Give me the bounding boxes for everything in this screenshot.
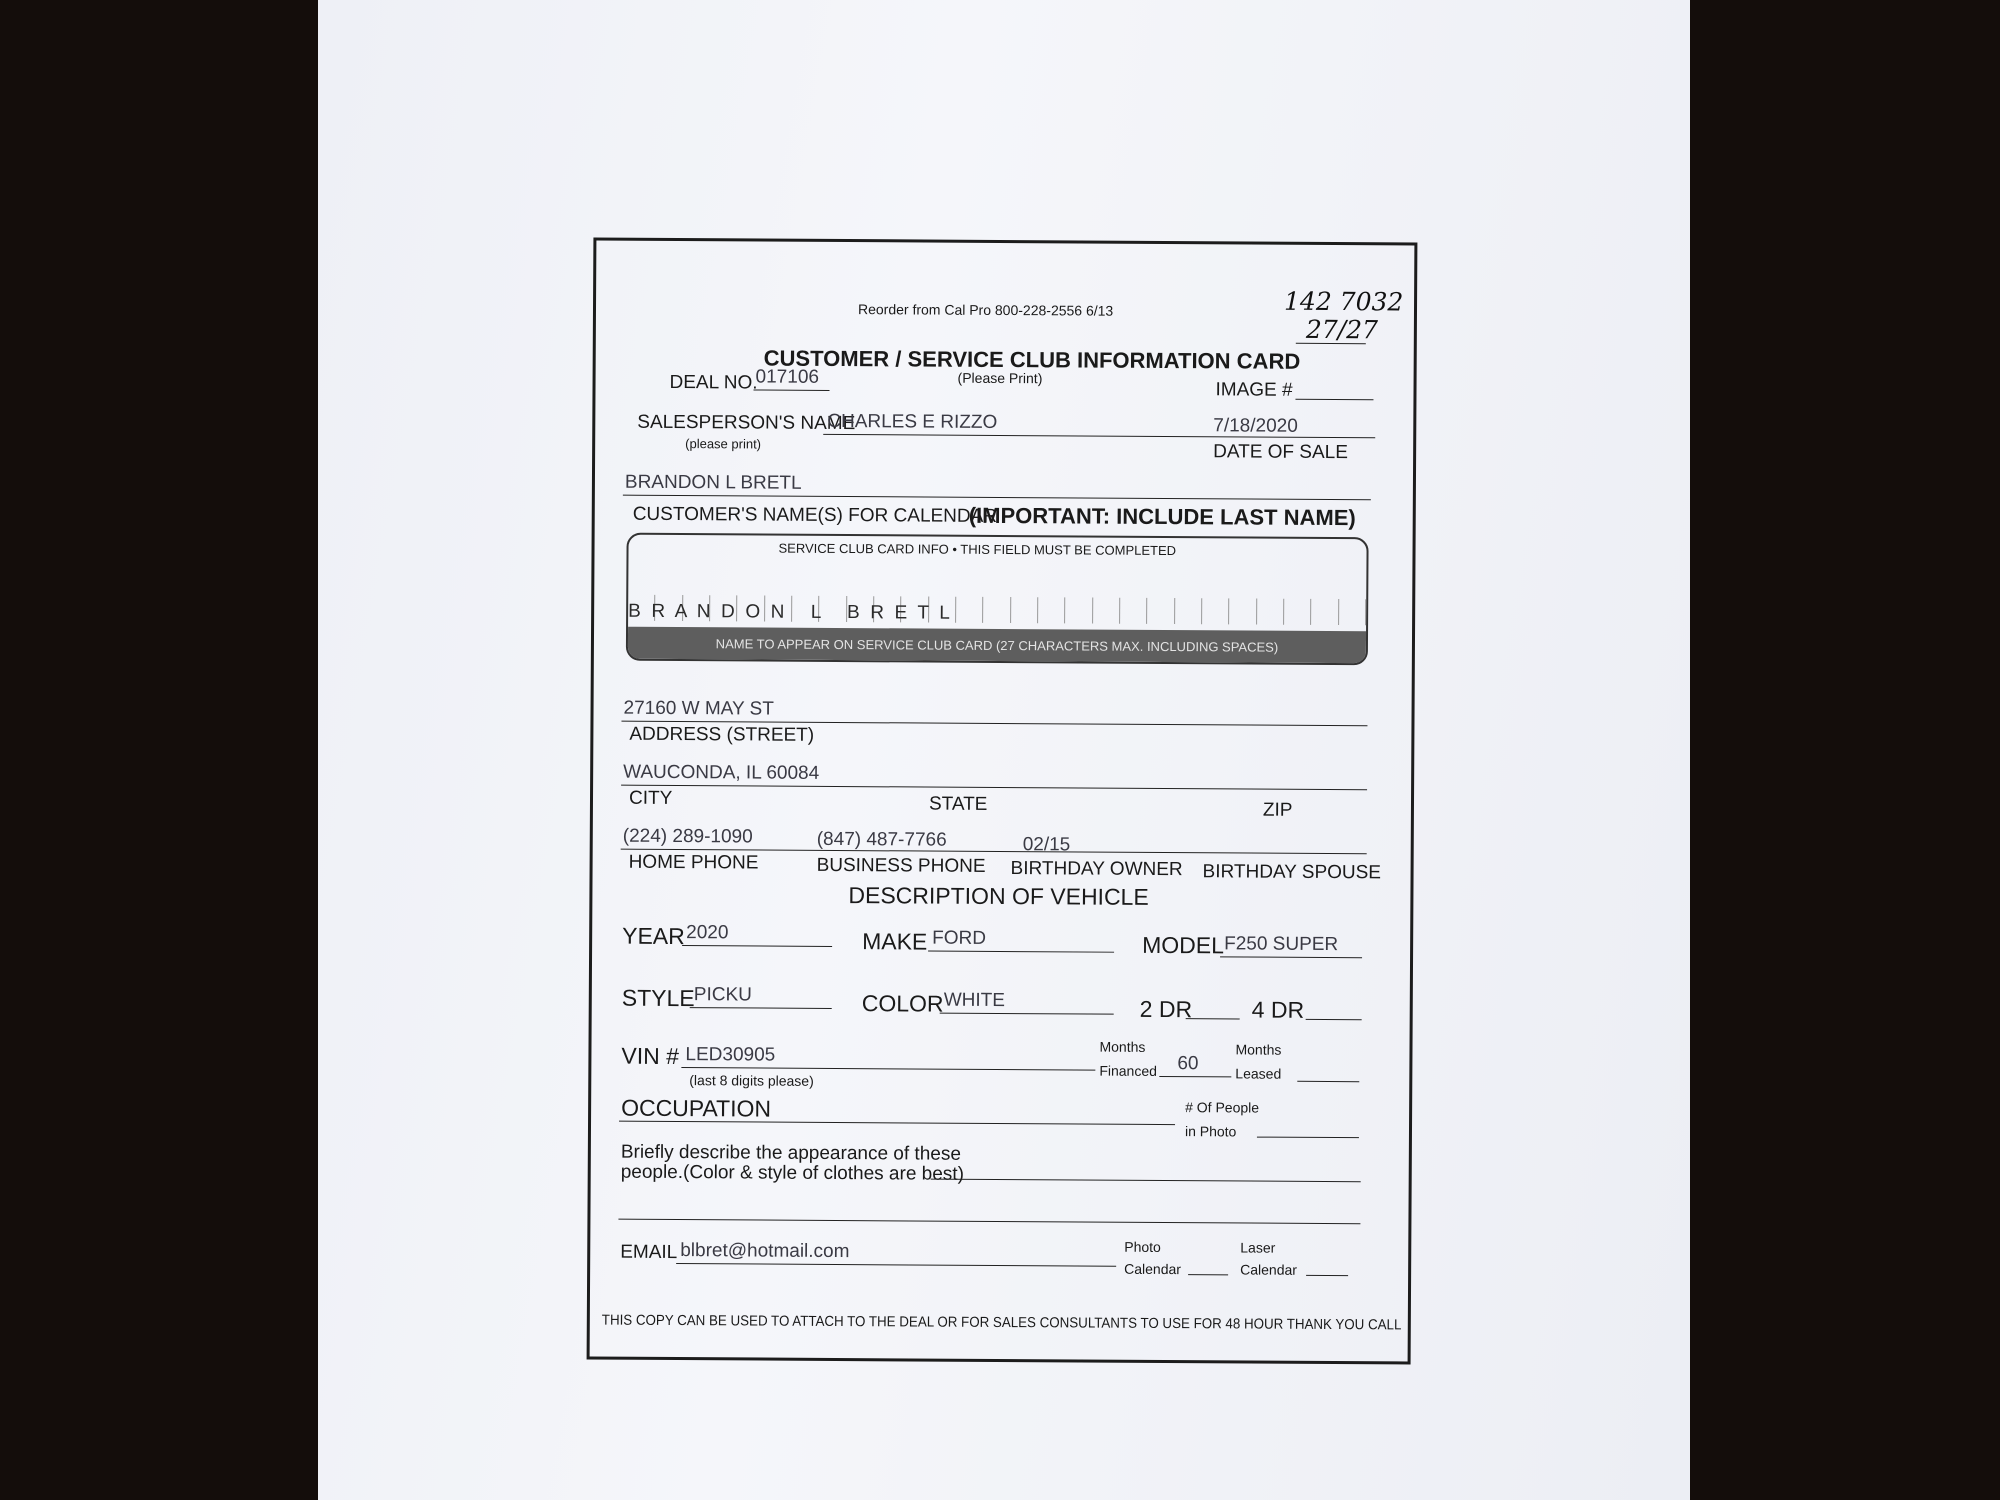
vin-value: LED30905 xyxy=(685,1044,776,1066)
photo-calendar-label: Calendar xyxy=(1124,1260,1182,1278)
state-label: STATE xyxy=(928,793,988,815)
color-value: WHITE xyxy=(943,989,1006,1012)
customer-name-line xyxy=(623,495,1371,501)
model-label: MODEL xyxy=(1142,931,1224,959)
months-financed-label-top: Months xyxy=(1099,1038,1146,1055)
date-of-sale-label: DATE OF SALE xyxy=(1213,441,1348,464)
style-value: PICKU xyxy=(693,984,752,1006)
describe-line xyxy=(931,1179,1361,1183)
year-line xyxy=(682,945,832,947)
information-card xyxy=(587,237,1418,1364)
model-value: F250 SUPER xyxy=(1224,933,1339,956)
service-club-footer-text: NAME TO APPEAR ON SERVICE CLUB CARD (27 CHARACTERS MAX. INCLUDING SPACES) xyxy=(715,635,1279,655)
image-no-label: IMAGE # xyxy=(1215,379,1293,401)
customer-name-label: CUSTOMER'S NAME(S) FOR CALENDAR xyxy=(632,503,998,527)
laser-calendar-label-top: Laser xyxy=(1240,1239,1276,1256)
make-line xyxy=(928,951,1114,953)
color-label: COLOR xyxy=(861,990,944,1017)
make-value: FORD xyxy=(932,927,987,949)
deal-no-line xyxy=(754,389,830,390)
business-phone-label: BUSINESS PHONE xyxy=(816,854,986,877)
deal-no-label: DEAL NO. xyxy=(669,371,758,394)
address-label: ADDRESS (STREET) xyxy=(629,723,815,746)
important-note: (IMPORTANT: INCLUDE LAST NAME) xyxy=(968,502,1356,531)
months-financed-line xyxy=(1159,1076,1231,1077)
four-door-line xyxy=(1306,1019,1362,1020)
photo-calendar-label-top: Photo xyxy=(1124,1238,1161,1255)
city-value: WAUCONDA, IL 60084 xyxy=(623,761,820,784)
business-phone-value: (847) 487-7766 xyxy=(816,828,947,851)
service-club-header: SERVICE CLUB CARD INFO • THIS FIELD MUST BE COMPLETED xyxy=(778,540,1177,559)
address-value: 27160 W MAY ST xyxy=(623,697,774,720)
vin-label: VIN # xyxy=(621,1042,680,1070)
card-footer-note: THIS COPY CAN BE USED TO ATTACH TO THE DEAL OR FOR SALES CONSULTANTS TO USE FOR 48 HOUR THANK YOU CALL xyxy=(601,1312,1402,1334)
image-no-line xyxy=(1295,399,1373,400)
please-print-note: (Please Print) xyxy=(957,369,1043,387)
make-label: MAKE xyxy=(862,928,928,955)
two-door-line xyxy=(1186,1018,1240,1019)
handwritten-count: 27/27 xyxy=(1305,314,1379,345)
email-label: EMAIL xyxy=(620,1241,678,1264)
service-club-footer-bar xyxy=(628,627,1366,664)
reorder-note: Reorder from Cal Pro 800-228-2556 6/13 xyxy=(857,301,1114,319)
style-line xyxy=(690,1007,832,1009)
year-label: YEAR xyxy=(622,922,685,950)
months-financed-label: Financed xyxy=(1099,1062,1157,1079)
photo-calendar-line xyxy=(1188,1274,1228,1275)
email-line xyxy=(676,1263,1116,1267)
birthday-spouse-label: BIRTHDAY SPOUSE xyxy=(1202,861,1382,884)
customer-name-value: BRANDON L BRETL xyxy=(624,471,802,494)
email-value: blbret@hotmail.com xyxy=(680,1240,850,1263)
describe-extra-line xyxy=(618,1219,1360,1225)
occupation-label: OCCUPATION xyxy=(621,1094,772,1122)
city-label: CITY xyxy=(628,787,673,809)
color-line xyxy=(940,1013,1114,1015)
handwritten-underline xyxy=(1296,343,1366,344)
describe-line-2: people.(Color & style of clothes are best) xyxy=(620,1161,965,1185)
deal-no-value: 017106 xyxy=(755,366,820,388)
service-club-name-letters: B R A N D O N L B R E T L xyxy=(628,600,950,624)
months-leased-line xyxy=(1297,1081,1359,1082)
four-door-label: 4 DR xyxy=(1251,996,1305,1023)
birthday-owner-value: 02/15 xyxy=(1022,834,1071,856)
birthday-owner-label: BIRTHDAY OWNER xyxy=(1010,858,1183,881)
vehicle-section-title: DESCRIPTION OF VEHICLE xyxy=(848,882,1149,910)
year-value: 2020 xyxy=(686,922,729,944)
in-photo-label: in Photo xyxy=(1184,1123,1237,1140)
city-line xyxy=(621,785,1367,791)
months-financed-value: 60 xyxy=(1177,1053,1199,1075)
people-count-label: # Of People xyxy=(1185,1099,1260,1116)
zip-label: ZIP xyxy=(1262,799,1293,821)
service-club-card-box xyxy=(626,533,1369,666)
home-phone-value: (224) 289-1090 xyxy=(622,825,753,848)
salesperson-label: SALESPERSON'S NAME xyxy=(637,411,856,435)
months-leased-label: Leased xyxy=(1235,1065,1282,1082)
model-line xyxy=(1220,956,1362,958)
laser-calendar-label: Calendar xyxy=(1240,1261,1298,1278)
home-phone-label: HOME PHONE xyxy=(628,851,759,874)
vin-line xyxy=(681,1067,1095,1071)
handwritten-number: 142 7032 xyxy=(1283,286,1404,317)
date-of-sale-value: 7/18/2020 xyxy=(1213,415,1298,437)
salesperson-value: CHARLES E RIZZO xyxy=(827,410,998,433)
salesperson-subnote: (please print) xyxy=(685,436,762,452)
people-count-line xyxy=(1257,1137,1359,1139)
vin-subnote: (last 8 digits please) xyxy=(689,1072,814,1089)
occupation-line xyxy=(619,1121,1175,1125)
laser-calendar-line xyxy=(1306,1275,1348,1276)
style-label: STYLE xyxy=(621,984,695,1012)
card-title: CUSTOMER / SERVICE CLUB INFORMATION CARD xyxy=(763,345,1301,374)
describe-line-1: Briefly describe the appearance of these xyxy=(620,1141,962,1165)
two-door-label: 2 DR xyxy=(1139,995,1193,1023)
months-leased-label-top: Months xyxy=(1235,1041,1282,1058)
